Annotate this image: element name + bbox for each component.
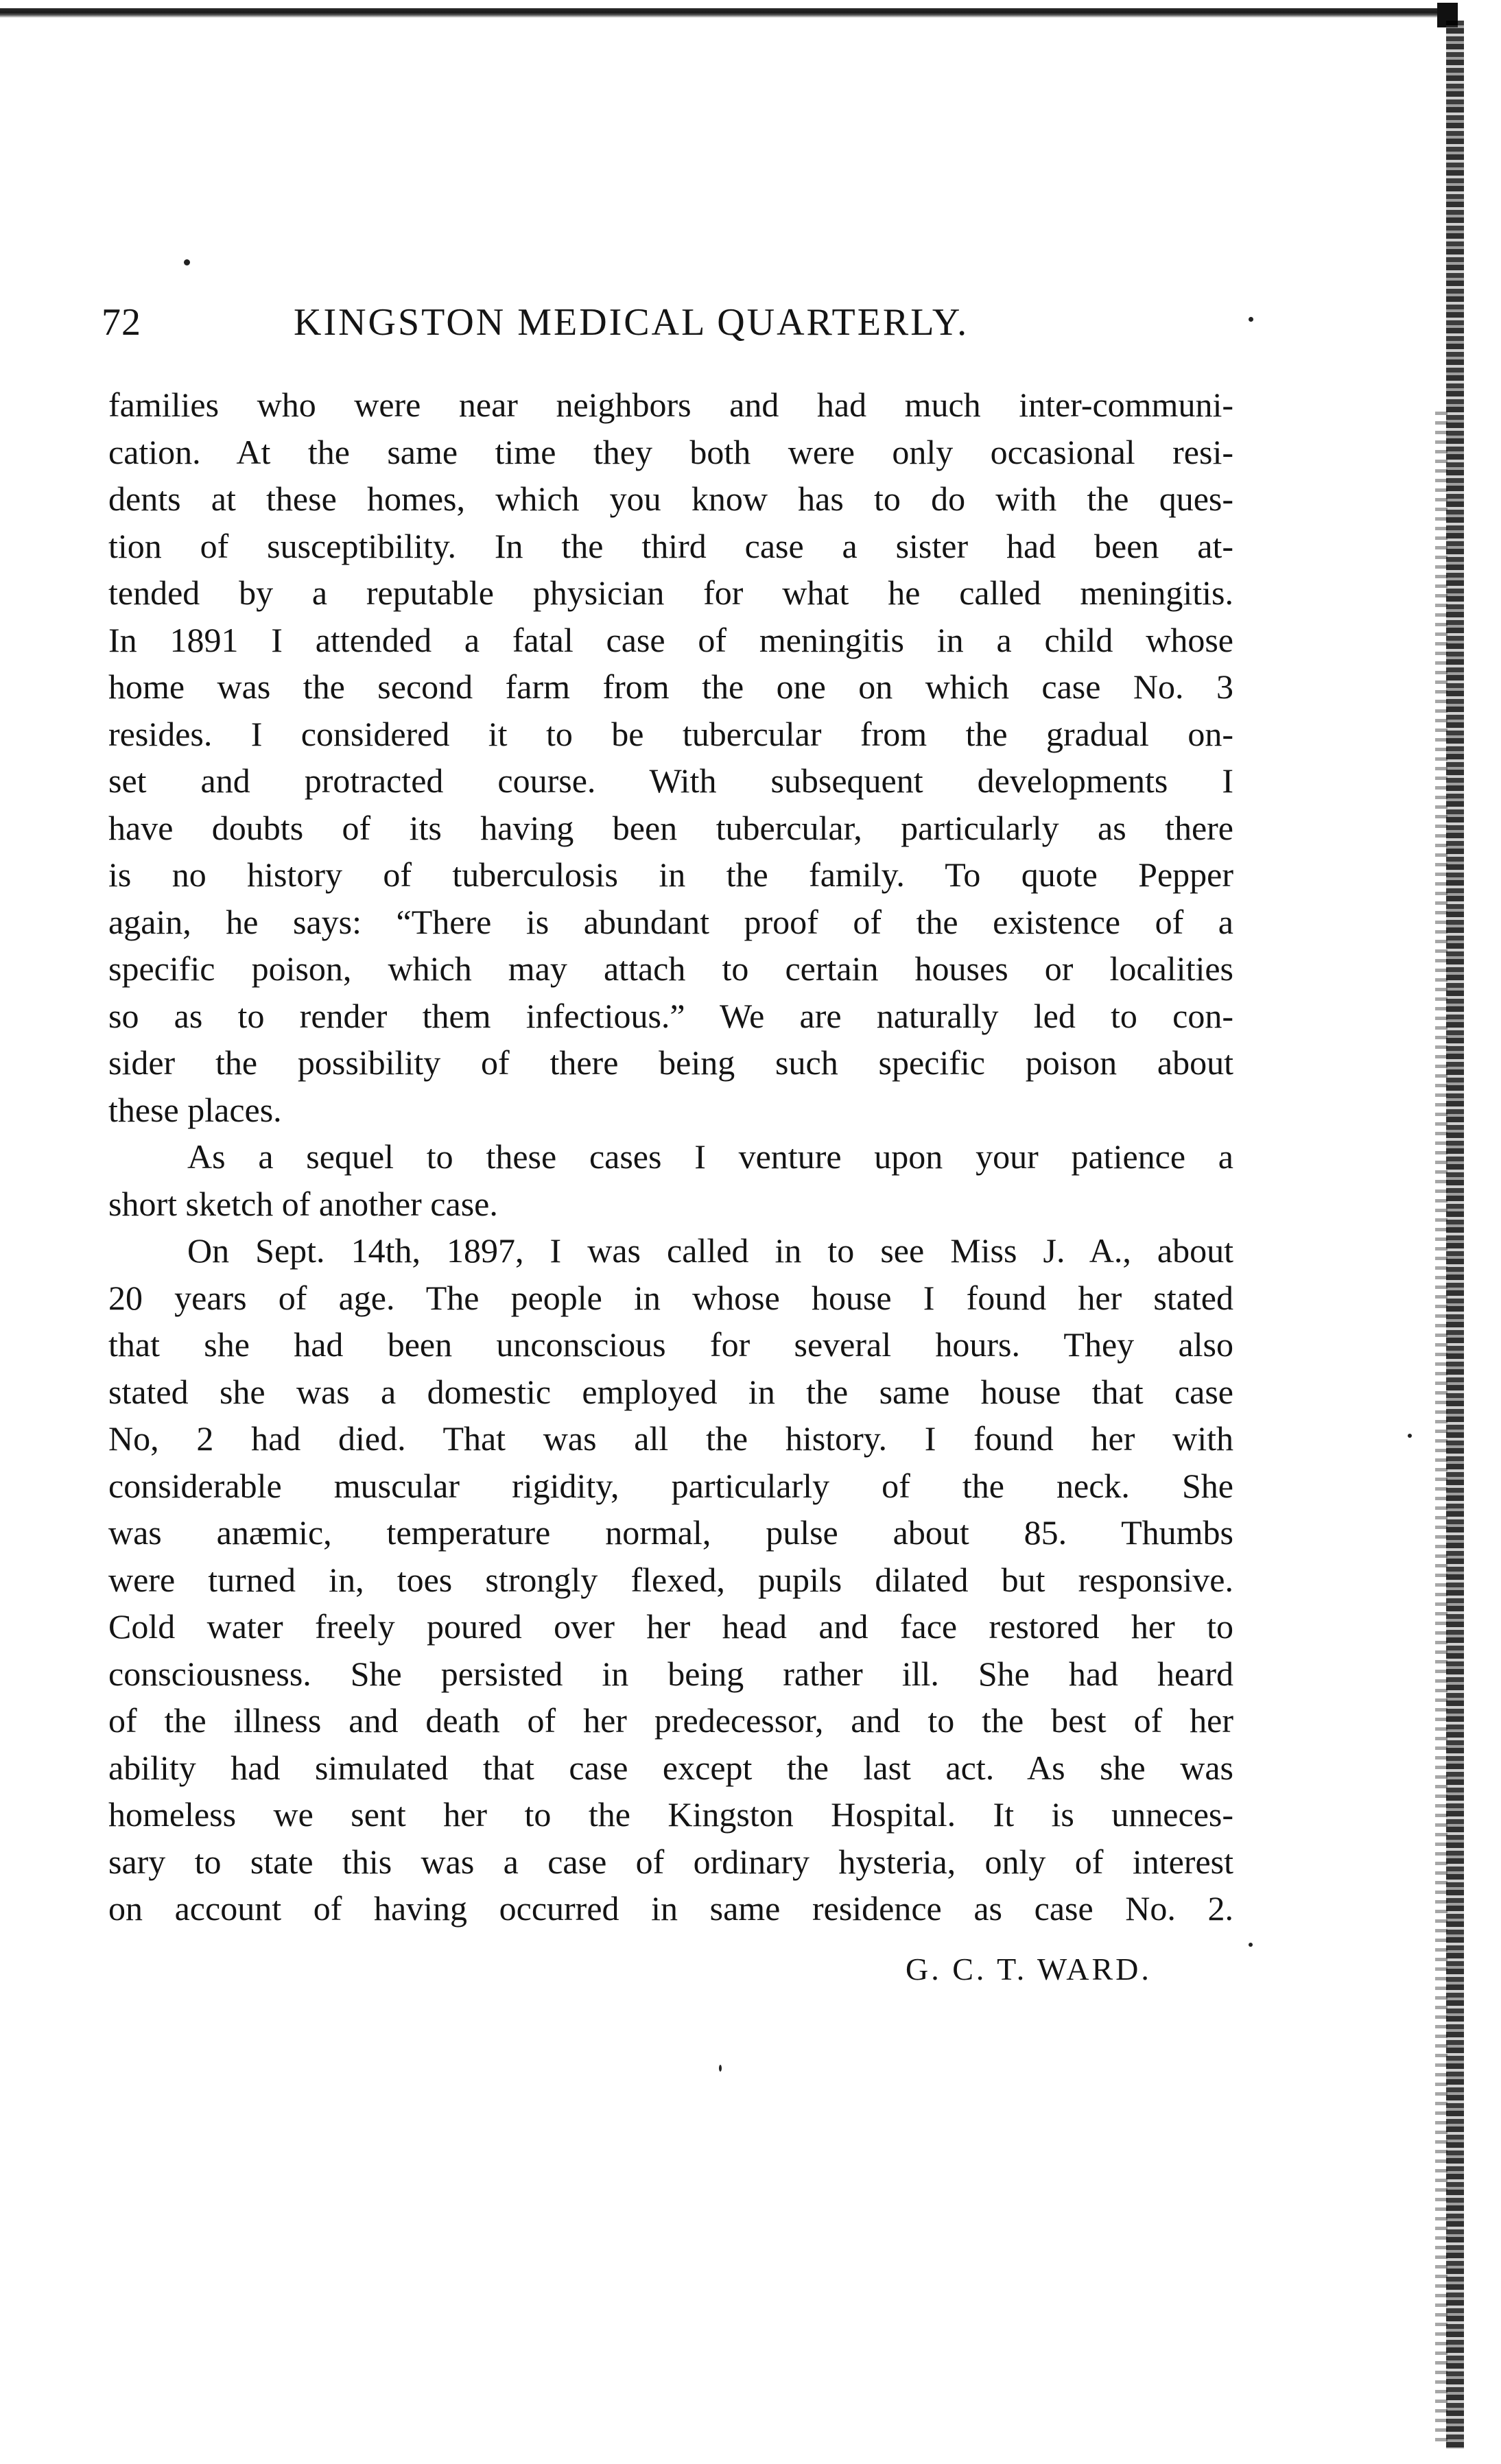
- scan-speck: [1249, 1943, 1253, 1947]
- body-line: is no history of tuberculosis in the family. To quote Pepper: [108, 855, 1233, 894]
- body-line: of the illness and death of her predecessor, and to the best of her: [108, 1701, 1233, 1740]
- body-line: dents at these homes, which you know has to do with the ques-: [108, 479, 1233, 518]
- body-line: Cold water freely poured over her head and face restored her to: [108, 1607, 1233, 1646]
- body-line: tion of susceptibility. In the third case a sister had been at-: [108, 526, 1233, 565]
- body-line: on account of having occurred in same residence as case No. 2.: [108, 1889, 1233, 1928]
- scan-speck: [184, 259, 190, 265]
- body-line: considerable muscular rigidity, particularly of the neck. She: [108, 1466, 1233, 1505]
- body-line: ability had simulated that case except the last act. As she was: [108, 1748, 1233, 1787]
- paragraph-last-line: short sketch of another case.: [108, 1184, 498, 1223]
- body-line: stated she was a domestic employed in the same house that case: [108, 1372, 1233, 1411]
- body-line: again, he says: “There is abundant proof of the existence of a: [108, 902, 1233, 941]
- paragraph-first-line: As a sequel to these cases I venture upon your patience a: [187, 1137, 1233, 1176]
- scan-speck: [719, 2065, 722, 2072]
- body-line: tended by a reputable physician for what he called meningitis.: [108, 573, 1233, 612]
- body-line: homeless we sent her to the Kingston Hospital. It is unneces-: [108, 1795, 1233, 1834]
- running-head: [102, 295, 1062, 350]
- body-line: sary to state this was a case of ordinary hysteria, only of interest: [108, 1842, 1233, 1881]
- article-body: [108, 381, 1233, 1932]
- body-line: set and protracted course. With subsequent developments I: [108, 761, 1233, 800]
- body-line: resides. I considered it to be tubercular from the gradual on-: [108, 714, 1233, 753]
- body-line: were turned in, toes strongly flexed, pupils dilated but responsive.: [108, 1560, 1233, 1599]
- body-line: home was the second farm from the one on which case No. 3: [108, 667, 1233, 706]
- scan-speck: [1249, 317, 1253, 322]
- scan-border-top: [0, 8, 1458, 18]
- paragraph-last-line: these places.: [108, 1090, 282, 1129]
- body-line: 20 years of age. The people in whose house I found her stated: [108, 1278, 1233, 1317]
- body-line: was anæmic, temperature normal, pulse about 85. Thumbs: [108, 1513, 1233, 1552]
- body-line: that she had been unconscious for several hours. They also: [108, 1325, 1233, 1364]
- body-line: specific poison, which may attach to certain houses or localities: [108, 949, 1233, 988]
- body-line: cation. At the same time they both were only occasional resi-: [108, 432, 1233, 471]
- journal-title: KINGSTON MEDICAL QUARTERLY.: [294, 301, 969, 344]
- paragraph-first-line: On Sept. 14th, 1897, I was called in to see Miss J. A., about: [187, 1231, 1233, 1270]
- author-signature: G. C. T. WARD.: [906, 1952, 1152, 1987]
- scan-border-right: [1446, 21, 1464, 2449]
- body-line: have doubts of its having been tubercular, particularly as there: [108, 808, 1233, 847]
- body-line: so as to render them infectious.” We are naturally led to con-: [108, 996, 1233, 1035]
- scan-border-right-shadow: [1435, 412, 1447, 2442]
- body-line: sider the possibility of there being such specific poison about: [108, 1043, 1233, 1082]
- scan-speck: [1408, 1434, 1412, 1438]
- body-line: families who were near neighbors and had much inter-communi-: [108, 386, 1233, 424]
- body-line: In 1891 I attended a fatal case of meningitis in a child whose: [108, 620, 1233, 659]
- body-line: No, 2 had died. That was all the history. I found her with: [108, 1419, 1233, 1458]
- page-number: 72: [102, 301, 141, 344]
- body-line: consciousness. She persisted in being rather ill. She had heard: [108, 1654, 1233, 1693]
